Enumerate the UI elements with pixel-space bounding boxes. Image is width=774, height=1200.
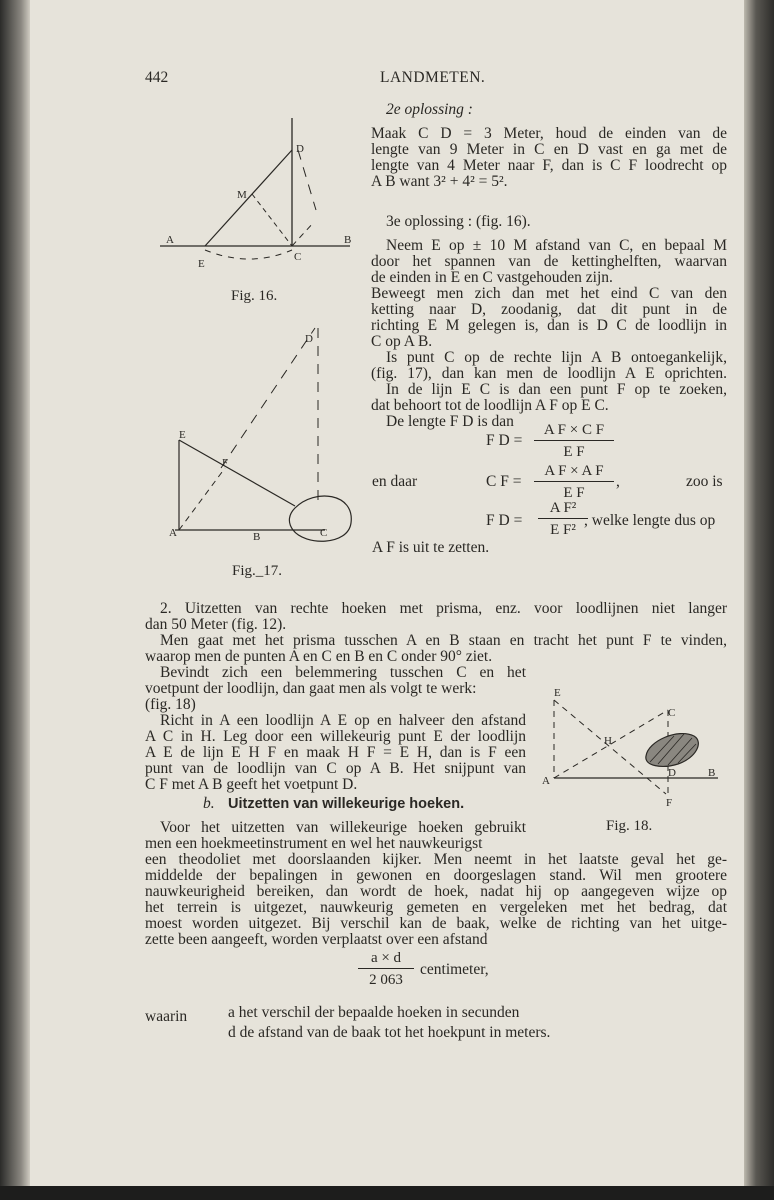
solution3-line: Neem E op ± 10 M afstand van C, en bepaal M [386, 237, 727, 254]
svg-text:D: D [296, 143, 304, 155]
section-b-line: het terrein is uitgezet, nauwkeurig gemeten en vergeleken met het bedrag, dat [145, 899, 727, 916]
figure-16 [160, 110, 370, 275]
svg-text:D: D [305, 333, 313, 345]
formula-unit: centimeter, [420, 961, 489, 978]
formula-fd-lhs: F D = [486, 432, 523, 449]
page-edge [744, 0, 774, 1200]
solution3-line: C op A B. [371, 333, 433, 350]
section-b-line: Voor het uitzetten van willekeurige hoeken gebruikt [160, 819, 526, 836]
obstruction-line: (fig. 18) [145, 696, 196, 713]
definition-d: d de afstand van de baak tot het hoekpunt in meters. [228, 1024, 551, 1041]
svg-text:C: C [294, 251, 302, 263]
svg-text:D: D [668, 767, 676, 779]
section-b-title: Uitzetten van willekeurige hoeken. [228, 796, 465, 812]
solution3-line: de einden in E en C vastgehouden zijn. [371, 269, 613, 286]
svg-text:B: B [253, 531, 261, 543]
obstruction-line: A E de lijn E H F en maak H F = E H, dan is F een [145, 744, 526, 761]
solution3-line: dat behoort tot de loodlijn A F op E C. [371, 397, 609, 414]
formula-cf-lhs: C F = [486, 473, 522, 490]
running-title: LANDMETEN. [380, 69, 486, 86]
obstruction-line: Bevindt zich een belemmering tusschen C en het [160, 664, 526, 681]
formula-fd2-numerator: A F² [549, 500, 577, 516]
svg-text:F: F [666, 797, 673, 808]
scan-border [0, 1186, 774, 1200]
solution3-line: Is punt C op de rechte lijn A B ontoegankelijk, [386, 349, 727, 366]
svg-text:C: C [668, 707, 676, 719]
solution3-line: ketting naar D, zoodanig, dat dit punt in de [371, 301, 727, 318]
section2-line: 2. Uitzetten van rechte hoeken met prisma, enz. voor loodlijnen niet langer [160, 600, 727, 617]
solution3-line: (fig. 17), dan kan men de loodlijn A E oprichten. [371, 365, 727, 382]
svg-text:B: B [344, 234, 352, 246]
figure-17 [165, 318, 360, 548]
solution3-line: door het spannen van de kettinghelften, waarvan [371, 253, 727, 270]
obstruction-line: voetpunt der loodlijn, dan gaat men als volgt te werk: [145, 680, 477, 697]
fig18-caption: Fig. 18. [606, 818, 653, 834]
section-b-line: moest worden uitgezet. Bij verschil kan de baak, welke de richting van het uitge- [145, 915, 727, 932]
definition-a: a het verschil der bepaalde hoeken in secunden [228, 1004, 520, 1021]
section-b-line: zette been aangeeft, worden verplaatst over een afstand [145, 931, 488, 948]
fraction-bar [538, 518, 588, 519]
formula-fd-denominator: E F [563, 444, 585, 460]
fig16-caption: Fig. 16. [231, 288, 278, 304]
book-spine [0, 0, 30, 1200]
formula-fd-numerator: A F × C F [543, 422, 605, 438]
solution3-line: Beweegt men zich dan met het eind C van den [371, 285, 727, 302]
svg-text:A: A [166, 234, 174, 246]
svg-text:M: M [237, 189, 247, 201]
zoo-is: zoo is [686, 473, 723, 490]
section2-line: waarop men de punten A en C en B en C onder 90° ziet. [145, 648, 493, 665]
formula-fd2-lhs: F D = [486, 512, 523, 529]
svg-text:E: E [198, 258, 205, 270]
svg-text:B: B [708, 767, 716, 779]
af-line: A F is uit te zetten. [372, 539, 490, 556]
formula-fd2-denominator: E F² [550, 522, 576, 538]
solution2-line: lengte van 9 Meter in C en D vast en ga met de [371, 141, 727, 158]
solution2-line: A B want 3² + 4² = 5². [371, 173, 508, 190]
svg-text:F: F [222, 457, 229, 469]
formula-fd2-tail: , welke lengte dus op [584, 512, 716, 529]
formula-cf-comma: , [616, 473, 620, 490]
page-number: 442 [145, 69, 169, 86]
obstruction-line: C F met A B geeft het voetpunt D. [145, 776, 358, 793]
fig17-caption: Fig._17. [232, 563, 283, 579]
obstruction-line: punt van de loodlijn van C op A B. Het snijpunt van [145, 760, 526, 777]
section-b-line: een theodoliet met doorslaanden kijker. Men neemt in het laatste geval het ge- [145, 851, 727, 868]
formula-ad-numerator: a × d [370, 950, 402, 966]
svg-text:E: E [554, 687, 561, 699]
obstruction-line: Richt in A een loodlijn A E op en halveer den afstand [160, 712, 526, 729]
svg-text:E: E [179, 429, 186, 441]
section-b-line: middelde der bepalingen in gewonen en doorgeslagen stand. Wil men grootere [145, 867, 727, 884]
section-b-line: men een hoekmeetinstrument en wel het nauwkeurigst [145, 835, 483, 852]
solution3-heading: 3e oplossing : (fig. 16). [386, 213, 531, 230]
en-daar: en daar [372, 473, 418, 490]
fraction-bar [534, 440, 614, 441]
obstruction-line: A C in H. Leg door een willekeurig punt E der loodlijn [145, 728, 526, 745]
svg-text:A: A [169, 527, 177, 539]
fraction-bar [534, 481, 614, 482]
fraction-bar [358, 968, 414, 969]
svg-text:C: C [320, 527, 328, 539]
section-b-letter: b. [203, 795, 215, 812]
solution3-line: richting E M gelegen is, dan is D C de loodlijn in [371, 317, 727, 334]
formula-cf-denominator: E F [563, 485, 585, 501]
section-b-line: nauwkeurigheid bereiken, dan wordt de hoek, nadat hij op aangegeven wijze op [145, 883, 727, 900]
formula-ad-denominator: 2 063 [369, 972, 403, 988]
solution3-line: In de lijn E C is dan een punt F op te zoeken, [386, 381, 727, 398]
formula-cf-numerator: A F × A F [544, 463, 604, 479]
solution3-line: De lengte F D is dan [386, 413, 514, 430]
svg-text:A: A [542, 775, 550, 787]
solution2-line: Maak C D = 3 Meter, houd de einden van de [371, 125, 727, 142]
solution2-line: lengte van 4 Meter naar F, dan is C F loodrecht op [371, 157, 727, 174]
section2-line: Men gaat met het prisma tusschen A en B staan en tracht het punt F te vinden, [160, 632, 727, 649]
svg-text:H: H [604, 735, 612, 747]
solution2-heading: 2e oplossing : [386, 101, 473, 118]
waarin: waarin [145, 1008, 188, 1025]
section2-line: dan 50 Meter (fig. 12). [145, 616, 287, 633]
figure-18 [538, 686, 728, 808]
